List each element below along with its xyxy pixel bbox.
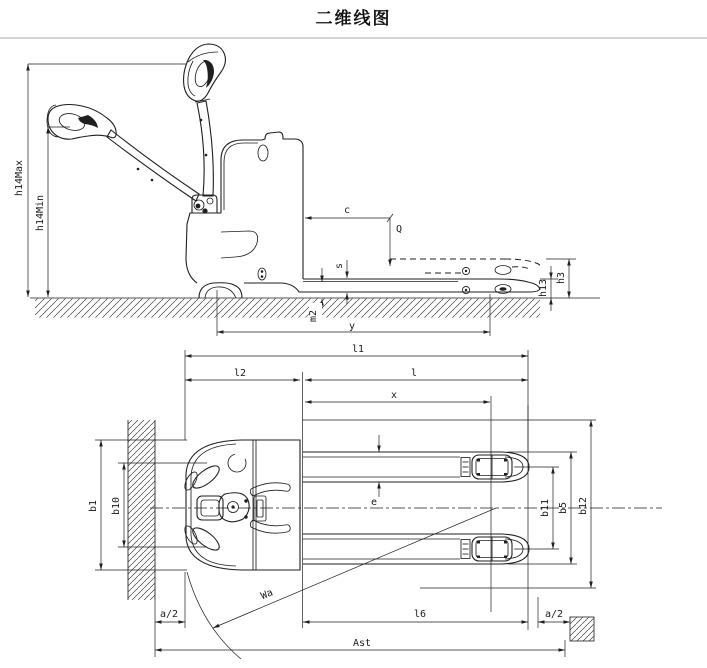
- aisle-wall-right: [570, 617, 594, 641]
- fork-plan-bottom: [303, 534, 529, 564]
- pallet-outline: [303, 405, 597, 630]
- fork-side-raised: [390, 259, 541, 275]
- top-view: [88, 405, 662, 659]
- fork-plan-top: [303, 452, 529, 482]
- dim-b11: b11: [540, 498, 551, 518]
- tiller-arm-lowered: [107, 130, 199, 201]
- dim-x: x: [390, 390, 398, 401]
- dim-b12: b12: [578, 496, 589, 516]
- dim-y: y: [348, 321, 356, 332]
- side-view: [14, 44, 600, 336]
- page-title: 二维线图: [315, 9, 392, 28]
- aisle-wall-left: [128, 420, 155, 600]
- tiller-arm-raised: [195, 99, 213, 196]
- turning-radius: [187, 508, 496, 659]
- dim-b10: b10: [111, 496, 122, 516]
- dim-ast: Ast: [352, 638, 372, 649]
- dim-h14max: h14Max: [14, 159, 25, 197]
- dim-wa: Wa: [259, 587, 275, 603]
- dim-l6: l6: [413, 609, 427, 620]
- side-view-dimensions: [14, 64, 576, 336]
- truck-body-plan: [186, 440, 300, 570]
- length-dimensions: [185, 344, 528, 628]
- dim-a2-right: a/2: [544, 609, 564, 620]
- dim-s: s: [334, 262, 345, 270]
- tiller-pivot: [192, 195, 217, 214]
- dim-e-group: [371, 435, 379, 508]
- dim-m2: m2: [308, 309, 319, 323]
- fork-side-lowered: [303, 279, 540, 294]
- tiller-head-raised: [184, 44, 226, 101]
- tiller-head-lowered: [47, 105, 116, 140]
- dim-e: e: [370, 497, 378, 508]
- dim-h14min: h14Min: [35, 194, 46, 232]
- dim-c: c: [343, 205, 351, 216]
- drain-hole: [258, 268, 266, 280]
- turning-arc: [187, 572, 241, 659]
- cover-hole: [258, 145, 268, 161]
- dim-l2: l2: [233, 368, 247, 379]
- dim-b5: b5: [558, 501, 569, 515]
- dim-a2-left: a/2: [159, 609, 179, 620]
- dim-h13: h13: [538, 278, 549, 298]
- drive-wheel: [199, 283, 242, 298]
- dim-l: l: [410, 368, 418, 379]
- dim-b1: b1: [88, 499, 99, 513]
- dim-h3: h3: [556, 271, 567, 285]
- dim-l1: l1: [351, 344, 365, 355]
- dim-q: Q: [396, 224, 403, 235]
